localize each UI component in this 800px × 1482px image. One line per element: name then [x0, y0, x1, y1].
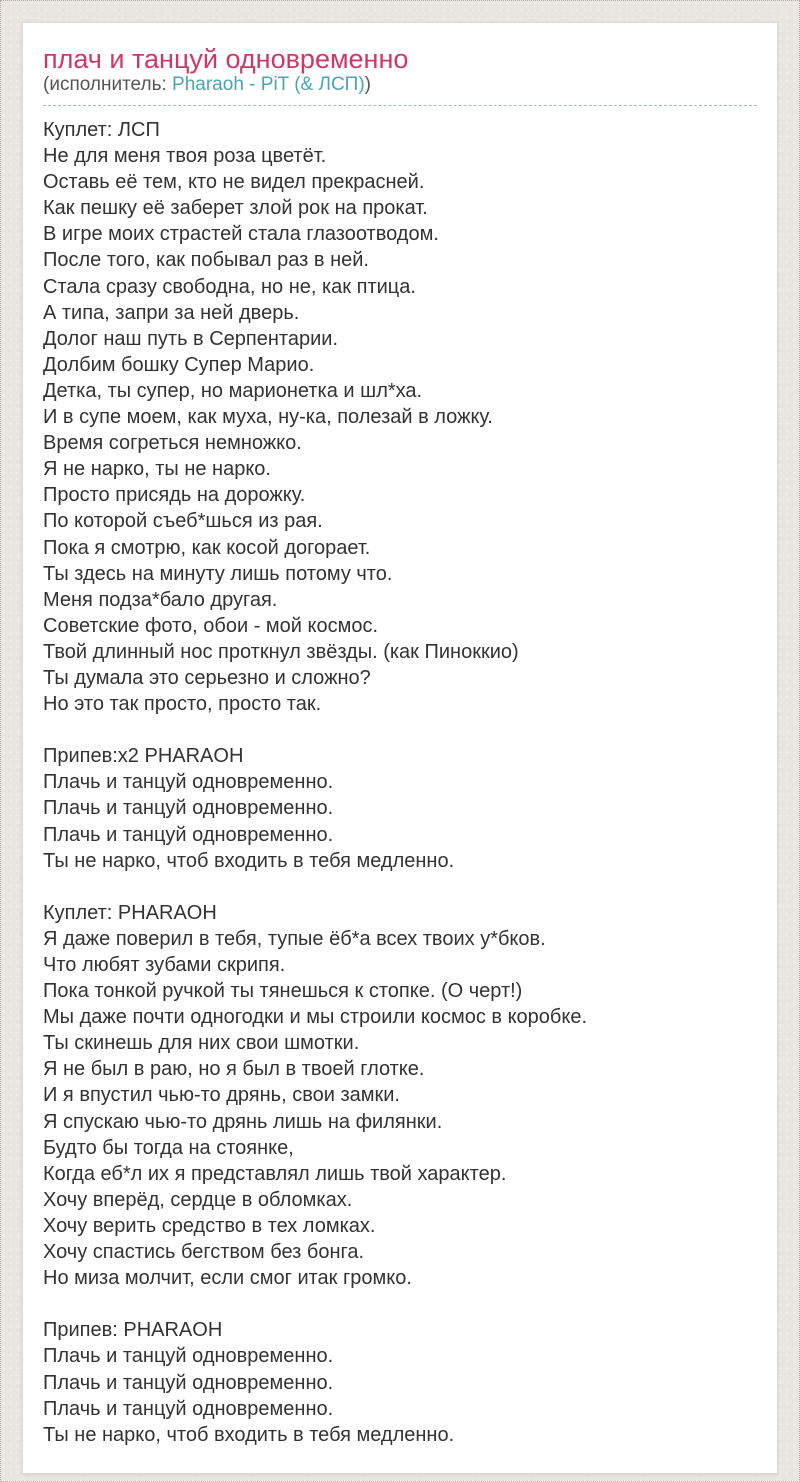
lyric-line: В игре моих страстей стала глазоотводом.: [43, 223, 439, 246]
lyric-line: Плачь и танцуй одновременно.: [43, 1397, 334, 1420]
lyric-line: Долбим бошку Супер Марио.: [43, 353, 315, 376]
lyric-line: И в супе моем, как муха, ну-ка, полезай в ложку.: [43, 406, 493, 429]
artist-close-paren: ): [364, 74, 371, 95]
artist-label: (исполнитель:: [43, 74, 173, 95]
lyric-line: Твой длинный нос проткнул звёзды. (как Пиноккио): [43, 640, 519, 663]
lyric-line: Детка, ты супер, но марионетка и шл*ха.: [43, 379, 423, 402]
lyric-line: Как пешку её заберет злой рок на прокат.: [43, 197, 428, 220]
lyric-line: [43, 717, 757, 743]
lyric-line: И я впустил чью-то дрянь, свои замки.: [43, 1084, 400, 1107]
lyric-line: Просто присядь на дорожку.: [43, 484, 306, 507]
lyric-line: Оставь её тем, кто не видел прекрасней.: [43, 171, 425, 194]
lyric-line: Припев:x2 PHARAOH: [43, 745, 244, 768]
lyric-line: А типа, запри за ней дверь.: [43, 301, 300, 324]
lyric-line: Будто бы тогда на стоянке,: [43, 1136, 294, 1159]
lyric-line: Долог наш путь в Серпентарии.: [43, 327, 339, 350]
lyric-line: Ты здесь на минуту лишь потому что.: [43, 562, 393, 585]
lyric-line: [43, 1291, 757, 1317]
lyric-line: Хочу верить средство в тех ломках.: [43, 1214, 376, 1237]
lyric-line: По которой съеб*шься из рая.: [43, 510, 323, 533]
lyrics-text: [43, 117, 757, 1448]
lyric-line: Но это так просто, просто так.: [43, 693, 322, 716]
lyric-line: Хочу вперёд, сердце в обломках.: [43, 1188, 353, 1211]
lyric-line: Я даже поверил в тебя, тупые ёб*а всех твоих у*бков.: [43, 927, 546, 950]
artist-link[interactable]: Pharaoh - PiT (& ЛСП): [172, 74, 365, 95]
artist-line: [43, 75, 757, 106]
lyric-line: Я не нарко, ты не нарко.: [43, 458, 271, 481]
lyric-line: Меня подза*бало другая.: [43, 588, 278, 611]
lyric-line: Плачь и танцуй одновременно.: [43, 1371, 334, 1394]
lyric-line: Припев: PHARAOH: [43, 1319, 223, 1342]
lyric-line: Я не был в раю, но я был в твоей глотке.: [43, 1058, 425, 1081]
lyric-line: Что любят зубами скрипя.: [43, 954, 286, 976]
lyric-line: Пока тонкой ручкой ты тянешься к стопке. (О черт!): [43, 980, 523, 1003]
lyric-line: Плачь и танцуй одновременно.: [43, 1345, 334, 1368]
lyric-line: Куплет: PHARAOH: [43, 901, 217, 924]
lyrics-card: [22, 22, 778, 1474]
song-title: плач и танцуй одновременно: [43, 44, 409, 74]
lyric-line: Я спускаю чью-то дрянь лишь на филянки.: [43, 1110, 443, 1133]
lyric-line: Плачь и танцуй одновременно.: [43, 771, 334, 794]
lyric-line: Стала сразу свободна, но не, как птица.: [43, 275, 416, 298]
lyric-line: Плачь и танцуй одновременно.: [43, 823, 334, 846]
lyric-line: После того, как побывал раз в ней.: [43, 249, 369, 272]
lyric-line: Ты думала это серьезно и сложно?: [43, 666, 371, 689]
lyric-line: Когда еб*л их я представлял лишь твой характер.: [43, 1162, 507, 1185]
lyric-line: Ты скинешь для них свои шмотки.: [43, 1032, 360, 1055]
lyric-line: [43, 874, 757, 900]
lyric-line: Ты не нарко, чтоб входить в тебя медленно.: [43, 849, 455, 872]
lyric-line: Мы даже почти одногодки и мы строили космос в коробке.: [43, 1006, 588, 1029]
lyric-line: Хочу спастись бегством без бонга.: [43, 1241, 365, 1264]
lyric-line: Пока я смотрю, как косой догорает.: [43, 536, 371, 559]
lyric-line: Куплет: ЛСП: [43, 119, 160, 141]
lyric-line: Время согреться немножко.: [43, 432, 302, 455]
lyric-line: Советские фото, обои - мой космос.: [43, 614, 379, 637]
lyric-line: Не для меня твоя роза цветёт.: [43, 145, 327, 168]
lyric-line: Но миза молчит, если смог итак громко.: [43, 1267, 412, 1290]
lyric-line: Ты не нарко, чтоб входить в тебя медленно.: [43, 1423, 455, 1446]
lyric-line: Плачь и танцуй одновременно.: [43, 797, 334, 820]
